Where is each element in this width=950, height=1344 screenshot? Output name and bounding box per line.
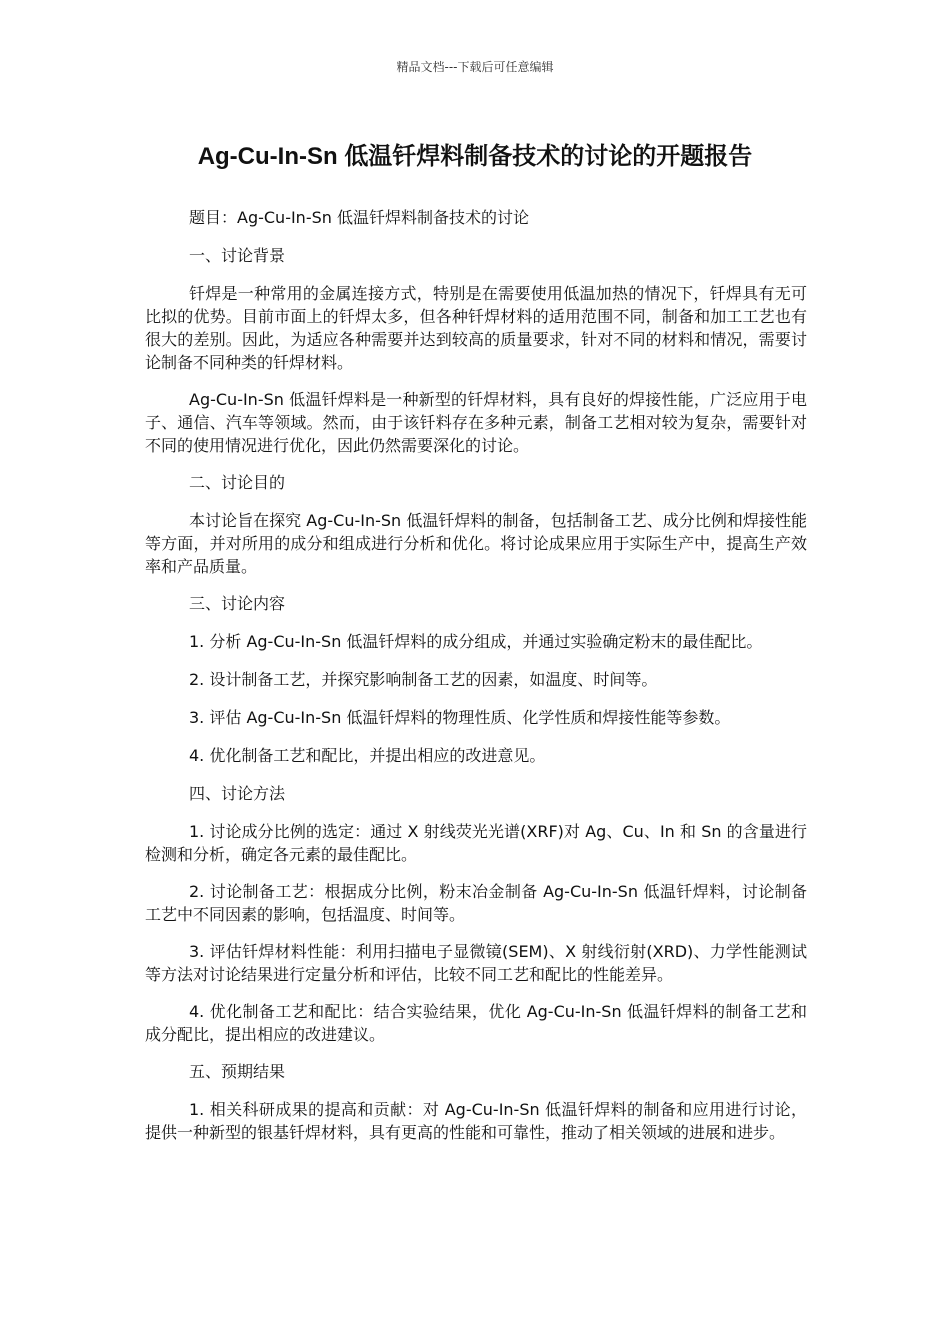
header-note: 精品文档---下载后可任意编辑 (396, 60, 554, 74)
document-title: Ag-Cu-In-Sn 低温钎焊料制备技术的讨论的开题报告 (197, 143, 753, 170)
paragraph-background-1: 钎焊是一种常用的金属连接方式，特别是在需要使用低温加热的情况下，钎焊具有无可比拟的优势。目前市面上的钎焊太多，但各种钎焊材料的适用范围不同，制备和加工工艺也有很大的差别。因此，为适应各种需要并达到较高的质量要求，针对不同的材料和情况，需要讨论制备不同种类的钎焊材料。 (145, 284, 807, 372)
section-heading-methods: 四、讨论方法 (189, 784, 286, 803)
section-heading-results: 五、预期结果 (189, 1062, 286, 1081)
result-item-1: 1. 相关科研成果的提高和贡献：对 Ag-Cu-In-Sn 低温钎焊料的制备和应用进行讨论，提供一种新型的银基钎焊材料，具有更高的性能和可靠性，推动了相关领域的进展和进步。 (145, 1100, 807, 1142)
content-item-3: 3. 评估 Ag-Cu-In-Sn 低温钎焊料的物理性质、化学性质和焊接性能等参数。 (189, 708, 731, 727)
method-item-2: 2. 讨论制备工艺：根据成分比例，粉末冶金制备 Ag-Cu-In-Sn 低温钎焊料，讨论制备工艺中不同因素的影响，包括温度、时间等。 (145, 882, 807, 924)
content-item-1: 1. 分析 Ag-Cu-In-Sn 低温钎焊料的成分组成，并通过实验确定粉末的最佳配比。 (189, 632, 763, 651)
section-heading-background: 一、讨论背景 (189, 246, 286, 265)
paragraph-background-2: Ag-Cu-In-Sn 低温钎焊料是一种新型的钎焊材料，具有良好的焊接性能，广泛应用于电子、通信、汽车等领域。然而，由于该钎料存在多种元素，制备工艺相对较为复杂，需要针对不同的使用情况进行优化，因此仍然需要深化的讨论。 (145, 390, 807, 455)
topic-line: 题目：Ag-Cu-In-Sn 低温钎焊料制备技术的讨论 (189, 208, 529, 227)
section-heading-content: 三、讨论内容 (189, 594, 286, 613)
paragraph-purpose: 本讨论旨在探究 Ag-Cu-In-Sn 低温钎焊料的制备，包括制备工艺、成分比例和焊接性能等方面，并对所用的成分和组成进行分析和优化。将讨论成果应用于实际生产中，提高生产效率和产品质量。 (145, 511, 807, 576)
method-item-4: 4. 优化制备工艺和配比：结合实验结果，优化 Ag-Cu-In-Sn 低温钎焊料的制备工艺和成分配比，提出相应的改进建议。 (145, 1002, 807, 1044)
document-body (145, 206, 807, 1158)
content-item-4: 4. 优化制备工艺和配比，并提出相应的改进意见。 (189, 746, 546, 765)
method-item-1: 1. 讨论成分比例的选定：通过 X 射线荧光光谱(XRF)对 Ag、Cu、In 和 Sn 的含量进行检测和分析，确定各元素的最佳配比。 (145, 822, 807, 864)
section-heading-purpose: 二、讨论目的 (189, 473, 286, 492)
method-item-3: 3. 评估钎焊材料性能：利用扫描电子显微镜(SEM)、X 射线衍射(XRD)、力学性能测试等方法对讨论结果进行定量分析和评估，比较不同工艺和配比的性能差异。 (145, 942, 807, 984)
content-item-2: 2. 设计制备工艺，并探究影响制备工艺的因素，如温度、时间等。 (189, 670, 658, 689)
